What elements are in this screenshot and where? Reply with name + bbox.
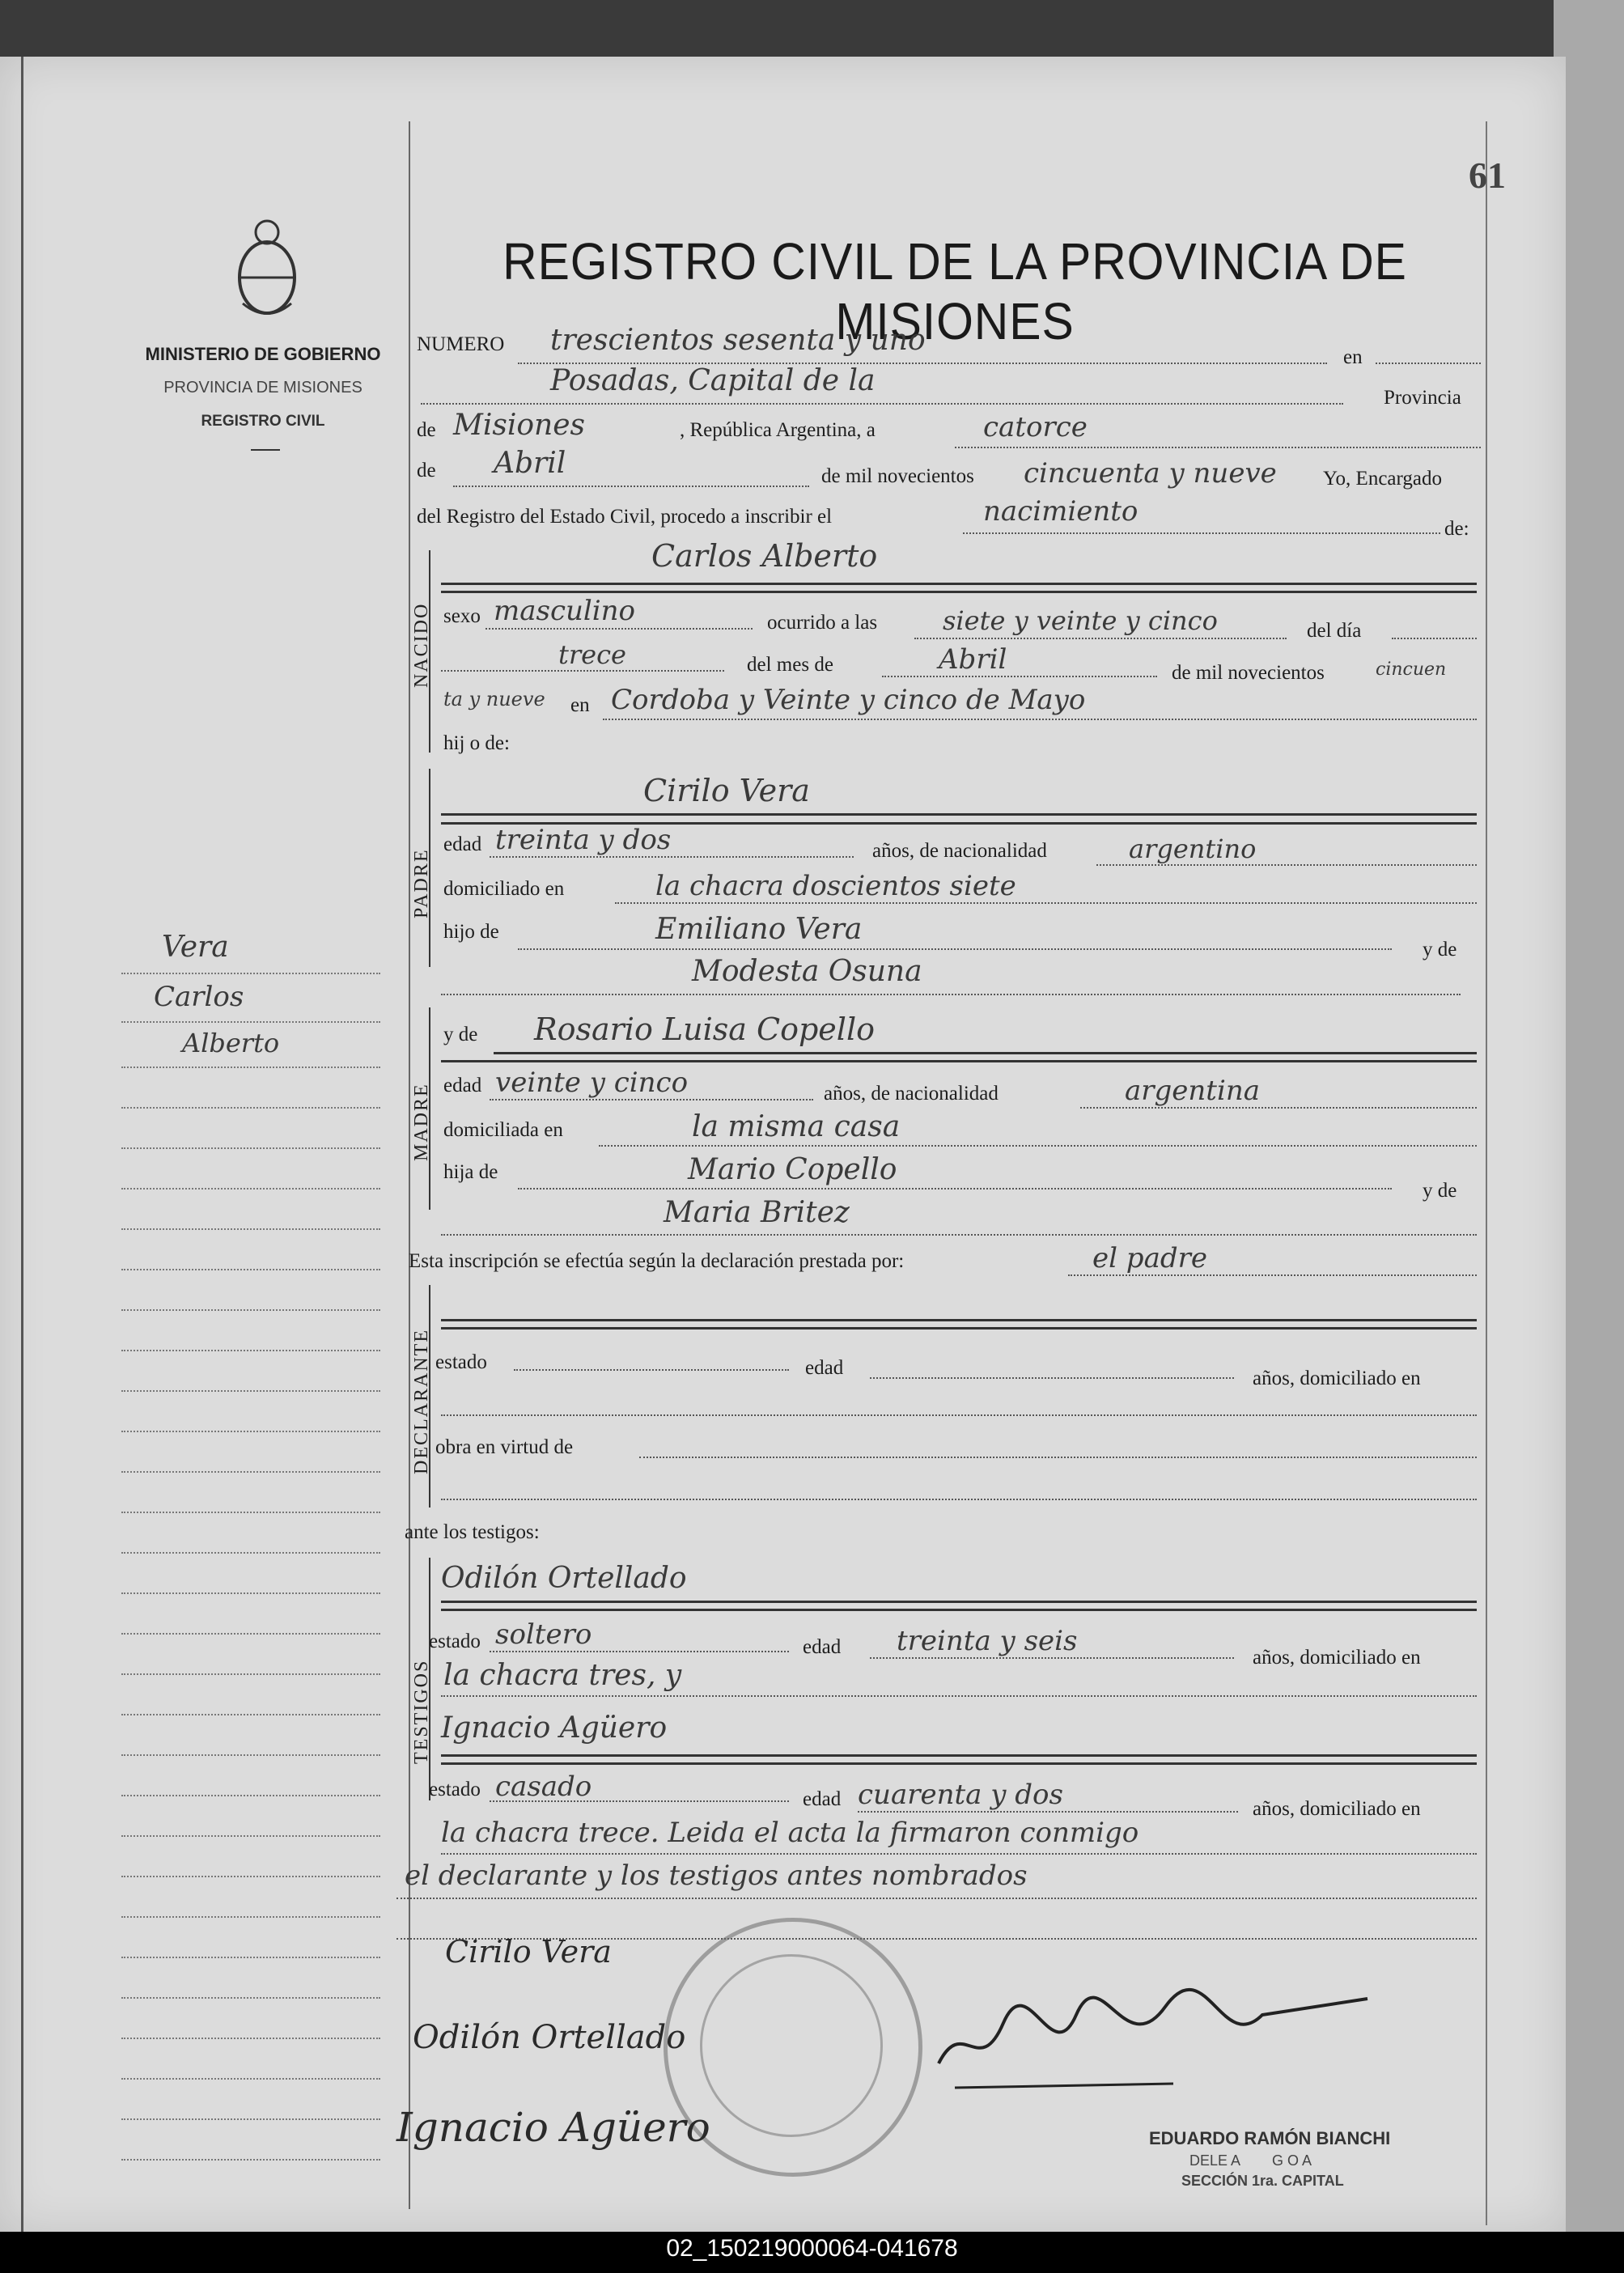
- inscripcion-label: Esta inscripción se efectúa según la declaración prestada por:: [409, 1250, 905, 1272]
- anio-nac-a-value: cincuen: [1376, 659, 1447, 680]
- anios-dom-d-label: años, domiciliado en: [1253, 1368, 1421, 1389]
- estado-d-label: estado: [435, 1351, 487, 1373]
- del-dia-label: del día: [1307, 620, 1362, 642]
- signature-3: Ignacio Agüero: [396, 2104, 710, 2151]
- madre-padre-line: [518, 1188, 1392, 1190]
- madre-rule-1: [494, 1052, 1477, 1054]
- testigo1-estado-line: [490, 1651, 789, 1652]
- hij-de-label: hij o de:: [443, 732, 510, 754]
- en-line: [1376, 363, 1481, 364]
- en2-label: en: [570, 694, 590, 716]
- registry-label: REGISTRO CIVIL: [201, 413, 325, 430]
- anios-dom-t2-label: años, domiciliado en: [1253, 1798, 1421, 1820]
- margin-note-name2: Alberto: [182, 1028, 280, 1058]
- padre-padre-value: Emiliano Vera: [655, 913, 863, 946]
- coat-of-arms-icon: [227, 214, 307, 324]
- testigo2-edad-line: [858, 1811, 1238, 1813]
- padre-nac-line: [1096, 864, 1477, 866]
- edad-label: edad: [443, 833, 482, 855]
- declarante-rule-2: [441, 1327, 1477, 1329]
- testigos-label: TESTIGOS: [411, 1659, 432, 1764]
- en-label: en: [1343, 346, 1363, 368]
- dia-nac-value: trece: [558, 639, 626, 670]
- madre-madre-line: [441, 1234, 1477, 1236]
- official-signature: [931, 1966, 1384, 2104]
- lugar-nac-line: [603, 719, 1477, 720]
- hijo-de-label: hijo de: [443, 921, 499, 943]
- dia-nac-line: [441, 670, 724, 672]
- nombre-value: Carlos Alberto: [651, 538, 878, 574]
- de-colon-label: de:: [1444, 518, 1469, 540]
- padre-dom-line: [615, 902, 1477, 904]
- sexo-value: masculino: [494, 595, 636, 627]
- province-label: PROVINCIA DE MISIONES: [163, 379, 363, 397]
- testigo1-estado-value: soltero: [495, 1618, 592, 1651]
- page-number: 61: [1469, 155, 1506, 196]
- testigo2-rule-2: [441, 1762, 1477, 1765]
- sexo-line: [486, 628, 753, 630]
- nombre-rule-1: [441, 583, 1477, 585]
- hija-de-label: hija de: [443, 1161, 498, 1183]
- del-registro-label: del Registro del Estado Civil, procedo a inscribir el: [417, 506, 833, 528]
- madre-nac-line: [1080, 1107, 1477, 1109]
- testigo2-estado-line: [490, 1800, 789, 1802]
- edad-d-line: [870, 1377, 1234, 1379]
- dia-line: [955, 447, 1481, 448]
- estado-d-line: [514, 1369, 789, 1371]
- ocurrido-label: ocurrido a las: [767, 612, 878, 634]
- hora-line: [914, 638, 1287, 639]
- madre-rule-2: [441, 1060, 1477, 1062]
- padre-value: Cirilo Vera: [643, 773, 810, 808]
- testigo2-value: Ignacio Agüero: [441, 1711, 668, 1745]
- estado-t2-label: estado: [429, 1779, 481, 1800]
- testigo1-rule-1: [441, 1601, 1477, 1603]
- official-name: EDUARDO RAMÓN BIANCHI: [1149, 2128, 1391, 2148]
- edad-m-label: edad: [443, 1075, 482, 1096]
- edad-t2-label: edad: [803, 1788, 842, 1810]
- testigo1-rule-2: [441, 1609, 1477, 1611]
- padre-nac-value: argentino: [1129, 833, 1257, 864]
- nacido-label: NACIDO: [411, 602, 432, 688]
- madre-dom-value: la misma casa: [692, 1110, 901, 1143]
- de-label: de: [417, 419, 436, 441]
- madre-edad-value: veinte y cinco: [495, 1067, 689, 1099]
- edad-t1-label: edad: [803, 1636, 842, 1658]
- de2-label: de: [417, 460, 436, 481]
- margin-divider: [409, 121, 410, 2209]
- madre-label: MADRE: [411, 1083, 432, 1161]
- madre-dom-line: [599, 1145, 1477, 1147]
- testigo1-dom-value: la chacra tres, y: [443, 1659, 682, 1692]
- domiciliado-label: domiciliado en: [443, 878, 565, 900]
- cierre1-line: [441, 1853, 1477, 1855]
- acto-line: [963, 532, 1440, 534]
- declarante-value: el padre: [1092, 1242, 1207, 1274]
- provincia-value: Misiones: [453, 409, 586, 442]
- dom-d-line: [441, 1414, 1477, 1416]
- testigo2-rule-1: [441, 1754, 1477, 1757]
- testigo1-edad-line: [870, 1657, 1234, 1659]
- padre-edad-line: [490, 856, 854, 858]
- hora-value: siete y veinte y cinco: [943, 605, 1218, 636]
- dia-value: catorce: [983, 411, 1088, 443]
- padre-dom-value: la chacra doscientos siete: [655, 870, 1016, 902]
- left-edge-line: [21, 57, 23, 2233]
- padre-madre-line: [441, 994, 1461, 995]
- numero-label: NUMERO: [417, 333, 505, 355]
- testigo2-edad-value: cuarenta y dos: [858, 1779, 1063, 1811]
- official-title-2: SECCIÓN 1ra. CAPITAL: [1181, 2173, 1344, 2189]
- official-title-1: DELE A G O A: [1189, 2152, 1312, 2169]
- yo-encargado-label: Yo, Encargado: [1323, 468, 1442, 490]
- mes-nac-line: [882, 676, 1157, 677]
- declarante-line: [1068, 1274, 1477, 1276]
- document-title: REGISTRO CIVIL DE LA PROVINCIA DE MISIONES: [502, 232, 1407, 350]
- y-de-m-label: y de: [1423, 1180, 1457, 1202]
- padre-madre-value: Modesta Osuna: [692, 955, 922, 988]
- margin-note-surname: Vera: [162, 931, 229, 964]
- margin-note-name1: Carlos: [154, 981, 244, 1013]
- mil-novecientos-label: de mil novecientos: [821, 465, 974, 487]
- padre-label: PADRE: [411, 848, 432, 918]
- lugar-value: Posadas, Capital de la: [550, 364, 876, 397]
- anios-nac-label: años, de nacionalidad: [872, 840, 1047, 862]
- madre-edad-line: [490, 1099, 813, 1100]
- y-de-label: y de: [1423, 939, 1457, 961]
- signature-1: Cirilo Vera: [445, 1934, 612, 1970]
- anios-nac-m-label: años, de nacionalidad: [824, 1083, 999, 1105]
- anios-dom-t1-label: años, domiciliado en: [1253, 1647, 1421, 1669]
- ante-testigos-label: ante los testigos:: [405, 1521, 540, 1543]
- anio-value: cincuenta y nueve: [1024, 457, 1277, 490]
- mil-nov-2-label: de mil novecientos: [1172, 662, 1325, 684]
- testigo1-dom-line: [441, 1695, 1477, 1697]
- lugar-line: [421, 403, 1343, 405]
- obra-line-2: [441, 1499, 1477, 1500]
- testigo1-value: Odilón Ortellado: [441, 1562, 687, 1595]
- mes-line: [453, 486, 809, 487]
- provincia-label: Provincia: [1384, 387, 1461, 409]
- ministry-label: MINISTERIO DE GOBIERNO: [145, 344, 381, 364]
- acto-value: nacimiento: [983, 495, 1138, 528]
- anio-nac-b-value: ta y nueve: [443, 688, 545, 710]
- testigo2-estado-value: casado: [495, 1770, 592, 1803]
- cierre2-line: [396, 1898, 1477, 1899]
- padre-edad-value: treinta y dos: [495, 824, 672, 856]
- nombre-rule-2: [441, 591, 1477, 593]
- cierre1-value: la chacra trece. Leida el acta la firmaron conmigo: [441, 1817, 1139, 1849]
- madre-padre-value: Mario Copello: [688, 1153, 897, 1186]
- sexo-label: sexo: [443, 605, 481, 627]
- registry-underline: [251, 449, 280, 451]
- footer-image-id: 02_150219000064-041678: [666, 2235, 958, 2262]
- declarante-rule-1: [441, 1319, 1477, 1321]
- madre-madre-value: Maria Britez: [664, 1196, 850, 1229]
- del-mes-label: del mes de: [747, 654, 833, 676]
- mes-nac-value: Abril: [939, 643, 1007, 676]
- obra-line: [639, 1457, 1477, 1458]
- numero-value: trescientos sesenta y uno: [550, 324, 926, 357]
- mes-value: Abril: [494, 447, 566, 480]
- declarante-label: DECLARANTE: [411, 1329, 432, 1474]
- right-rule: [1486, 121, 1487, 2225]
- padre-rule-1: [441, 813, 1477, 816]
- cierre2-value: el declarante y los testigos antes nombrados: [405, 1860, 1028, 1892]
- edad-d-label: edad: [805, 1357, 844, 1379]
- obra-label: obra en virtud de: [435, 1436, 574, 1458]
- signature-2: Odilón Ortellado: [413, 2019, 686, 2056]
- madre-value: Rosario Luisa Copello: [534, 1011, 875, 1047]
- testigo1-edad-value: treinta y seis: [897, 1625, 1078, 1657]
- lugar-nac-value: Cordoba y Veinte y cinco de Mayo: [611, 684, 1086, 716]
- del-dia-line: [1392, 638, 1477, 639]
- estado-t1-label: estado: [429, 1631, 481, 1652]
- y-de-madre-label: y de: [443, 1024, 478, 1045]
- republica-label: , República Argentina, a: [680, 419, 876, 441]
- padre-padre-line: [518, 948, 1392, 950]
- madre-nac-value: argentina: [1125, 1075, 1261, 1107]
- domiciliada-label: domiciliada en: [443, 1119, 563, 1141]
